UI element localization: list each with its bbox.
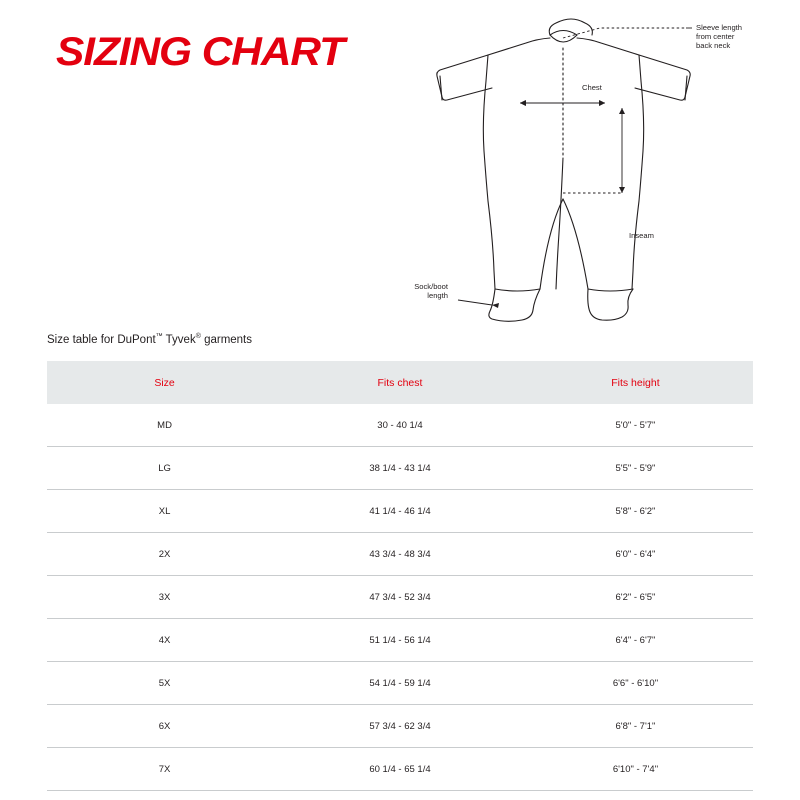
table-header-row [47,361,753,404]
column-header-size: Size [47,361,282,404]
coverall-diagram [400,8,800,328]
table-row [47,576,753,619]
caption-part-2: Tyvek [162,333,196,346]
cell-height: 6'10" - 7'4" [518,748,753,791]
caption-part-1: Size table for DuPont [47,333,156,346]
caption-part-3: garments [200,333,253,346]
cell-chest: 54 1/4 - 59 1/4 [282,662,518,705]
chest-arrowheads [492,100,625,308]
cell-size: MD [47,404,282,447]
cell-height: 5'5" - 5'9" [518,447,753,490]
cell-size: 3X [47,576,282,619]
cell-height: 6'4" - 6'7" [518,619,753,662]
cell-height: 6'8" - 7'1" [518,705,753,748]
sleeve-length-label-2: from center [696,32,735,41]
table-row [47,490,753,533]
table-row [47,705,753,748]
cell-height: 6'0" - 6'4" [518,533,753,576]
table-row [47,748,753,791]
table-row [47,619,753,662]
sock-boot-label-2: length [427,291,448,300]
measurement-lines [520,28,692,193]
chest-label: Chest [582,83,602,92]
table-header [47,361,753,404]
table-row [47,404,753,447]
cell-chest: 43 3/4 - 48 3/4 [282,533,518,576]
cell-size: 5X [47,662,282,705]
cell-chest: 41 1/4 - 46 1/4 [282,490,518,533]
cell-height: 6'2" - 6'5" [518,576,753,619]
sock-boot-label: Sock/boot [414,282,448,291]
page-title: SIZING CHART [56,30,345,74]
cell-chest: 51 1/4 - 56 1/4 [282,619,518,662]
size-table [47,361,753,791]
sleeve-length-label-3: back neck [696,41,731,50]
cell-height: 6'6" - 6'10" [518,662,753,705]
cell-size: 7X [47,748,282,791]
column-header-fits-chest: Fits chest [282,361,518,404]
table-row [47,662,753,705]
cell-height: 5'8" - 6'2" [518,490,753,533]
table-row [47,533,753,576]
table-caption [47,333,252,346]
cell-size: LG [47,447,282,490]
cell-chest: 60 1/4 - 65 1/4 [282,748,518,791]
cell-chest: 38 1/4 - 43 1/4 [282,447,518,490]
table-body [47,404,753,791]
cell-size: 2X [47,533,282,576]
cell-size: 4X [47,619,282,662]
coverall-outline [437,19,690,321]
cell-chest: 47 3/4 - 52 3/4 [282,576,518,619]
table-row [47,447,753,490]
cell-height: 5'0" - 5'7" [518,404,753,447]
inseam-label: Inseam [629,231,654,240]
cell-chest: 30 - 40 1/4 [282,404,518,447]
sleeve-length-label: Sleeve length [696,23,743,32]
cell-chest: 57 3/4 - 62 3/4 [282,705,518,748]
cell-size: 6X [47,705,282,748]
cell-size: XL [47,490,282,533]
registered-symbol: ® [195,333,201,340]
column-header-fits-height: Fits height [518,361,753,404]
trademark-symbol: ™ [155,333,163,340]
